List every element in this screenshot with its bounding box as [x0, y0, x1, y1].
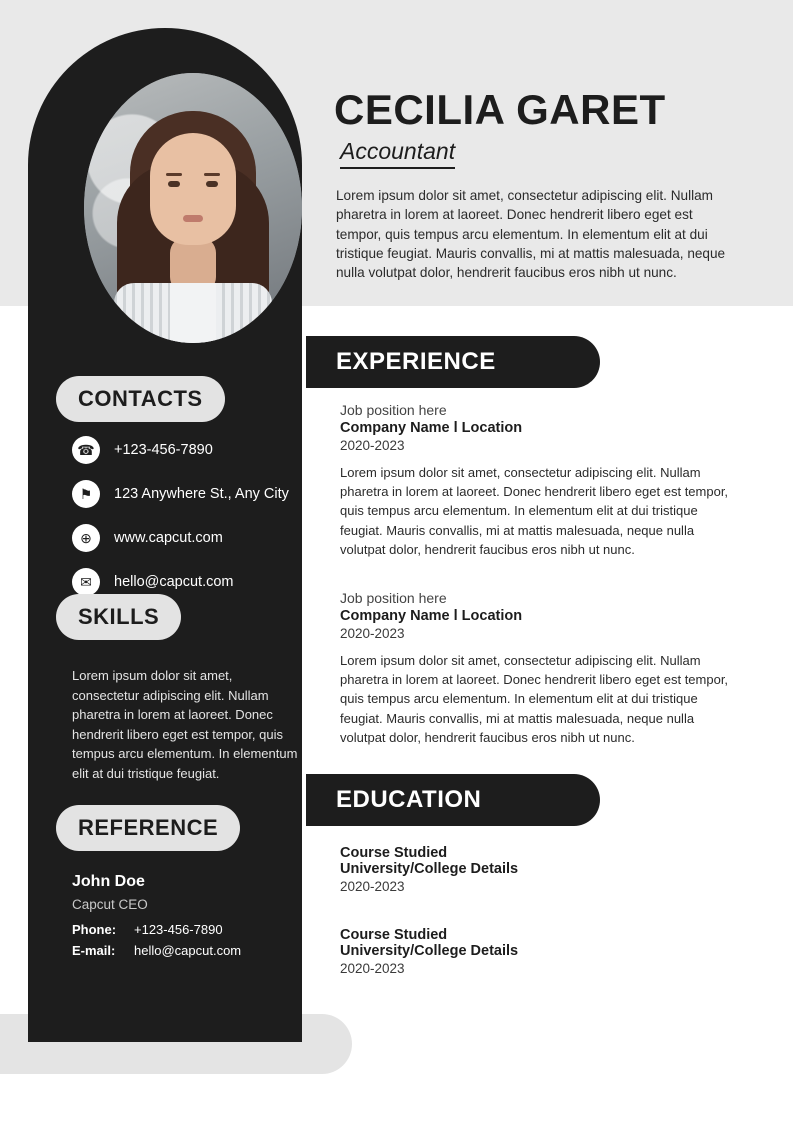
experience-heading	[306, 336, 600, 388]
photo-face	[150, 133, 236, 245]
envelope-icon: ✉	[72, 568, 100, 596]
photo-brow-right	[204, 173, 220, 176]
reference-email-value: hello@capcut.com	[134, 943, 242, 958]
globe-icon: ⊕	[72, 524, 100, 552]
photo-brow-left	[166, 173, 182, 176]
contact-website-text: www.capcut.com	[114, 530, 223, 546]
reference-heading	[56, 805, 240, 851]
reference-heading-label: REFERENCE	[78, 815, 219, 840]
contact-address-text: 123 Anywhere St., Any City	[114, 486, 289, 502]
experience-2-description: Lorem ipsum dolor sit amet, consectetur adipiscing elit. Nullam pharetra in lorem at laoreet. Donec hendrerit libero eget est tempor, quis tempus arcu elementum. In elementum elit at dui tristique feugiat. Mauris convallis, mi at mattis malesuada, neque nulla volutpat dolor, hendrerit faucibus eros nibh ut nunc.	[340, 653, 729, 745]
education-1-years: 2020-2023	[340, 879, 405, 894]
reference-email-line	[72, 943, 302, 958]
contact-email-text: hello@capcut.com	[114, 574, 234, 590]
reference-phone-line	[72, 922, 302, 937]
education-1-course: Course Studied	[340, 845, 448, 861]
education-2-course: Course Studied	[340, 927, 448, 943]
reference-email-label: E-mail:	[72, 943, 116, 958]
sidebar	[28, 28, 302, 1042]
photo-eye-left	[168, 181, 180, 187]
experience-1-company: Company Name l Location	[340, 420, 523, 436]
contacts-heading-label: CONTACTS	[78, 386, 203, 411]
education-heading	[306, 774, 600, 826]
experience-1-years: 2020-2023	[340, 438, 405, 453]
reference-phone-label: Phone:	[72, 922, 117, 937]
experience-entry-1	[340, 402, 732, 559]
education-1-school: University/College Details	[340, 861, 519, 877]
experience-1-position: Job position here	[340, 402, 447, 418]
photo-lips	[183, 215, 203, 222]
contact-item-website[interactable]	[72, 524, 302, 552]
reference-role: Capcut CEO	[72, 897, 148, 912]
experience-heading-label: EXPERIENCE	[336, 348, 496, 375]
contact-item-email[interactable]	[72, 568, 302, 596]
experience-2-company: Company Name l Location	[340, 608, 523, 624]
education-2-years: 2020-2023	[340, 961, 405, 976]
reference-name: John Doe	[72, 873, 145, 890]
skills-heading	[56, 594, 181, 640]
job-title: Accountant	[340, 138, 455, 169]
photo-torso	[114, 283, 272, 343]
contacts-list	[72, 436, 302, 612]
education-entry-1	[340, 845, 732, 894]
photo-eye-right	[206, 181, 218, 187]
education-heading-label: EDUCATION	[336, 786, 482, 813]
photo-person	[118, 111, 268, 343]
education-2-school: University/College Details	[340, 943, 519, 959]
location-pin-icon: ⚑	[72, 480, 100, 508]
experience-2-position: Job position here	[340, 590, 447, 606]
experience-entry-2	[340, 590, 732, 747]
experience-1-description: Lorem ipsum dolor sit amet, consectetur adipiscing elit. Nullam pharetra in lorem at laoreet. Donec hendrerit libero eget est tempor, quis tempus arcu elementum. In elementum elit at dui tristique feugiat. Mauris convallis, mi at mattis malesuada, neque nulla volutpat dolor, hendrerit faucibus eros nibh ut nunc.	[340, 465, 729, 557]
phone-icon: ☎	[72, 436, 100, 464]
contact-item-phone[interactable]	[72, 436, 302, 464]
education-entry-2	[340, 927, 732, 976]
page-title: CECILIA GARET	[334, 86, 666, 133]
contact-phone-text: +123-456-7890	[114, 442, 213, 458]
reference-phone-value: +123-456-7890	[134, 922, 223, 937]
skills-heading-label: SKILLS	[78, 604, 160, 629]
skills-description: Lorem ipsum dolor sit amet, consectetur adipiscing elit. Nullam pharetra in lorem at laoreet. Donec hendrerit libero eget est tempor, quis tempus arcu elementum. In elementum elit at dui tristique feugiat.	[72, 668, 298, 781]
experience-2-years: 2020-2023	[340, 626, 405, 641]
contacts-heading	[56, 376, 225, 422]
reference-contact-grid	[72, 922, 302, 964]
contact-item-address[interactable]	[72, 480, 302, 508]
profile-photo	[84, 73, 302, 343]
profile-summary: Lorem ipsum dolor sit amet, consectetur adipiscing elit. Nullam pharetra in lorem at laoreet. Donec hendrerit libero eget est tempor, quis tempus arcu elementum. In elementum elit at dui tristique feugiat. Mauris convallis, mi at mattis malesuada, neque nulla volutpat dolor, hendrerit faucibus eros nibh ut nunc.	[336, 188, 726, 281]
